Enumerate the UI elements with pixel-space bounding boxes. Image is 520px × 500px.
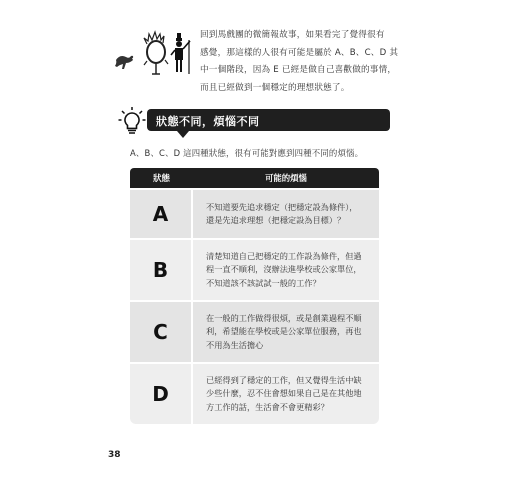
worry-line: 在一般的工作做得很煩，或是創業過程不順 [206, 312, 362, 323]
table-row [130, 364, 379, 424]
worries-table [130, 168, 379, 424]
intro-line: 感覺，那這樣的人很有可能是屬於 A、B、C、D 其 [200, 47, 399, 58]
table-row [130, 302, 379, 362]
intro-line: 中一個階段，因為 E 已經是做自己喜歡做的事情， [200, 65, 397, 75]
intro-paragraph [200, 27, 400, 97]
state-letter: C [130, 302, 191, 362]
section-header [147, 109, 390, 131]
worry-cell [193, 364, 379, 424]
worry-cell [193, 240, 379, 300]
worry-line: 不知道要先追求穩定（把穩定設為條件）， [206, 201, 358, 212]
worry-line: 不用為生活擔心 [206, 339, 264, 350]
worry-line: 方工作的話，生活會不會更精彩？ [206, 401, 329, 412]
worry-line: 清楚知道自己把穩定的工作設為條件，但過 [206, 250, 362, 261]
worry-line: 還是先追求理想（把穩定設為目標）？ [206, 215, 346, 225]
intro-line: 而且已經做到一個穩定的理想狀態了。 [200, 82, 350, 93]
table-row [130, 240, 379, 300]
worry-line: 不知道該不該試試一般的工作？ [206, 277, 321, 288]
circus-illustration [112, 30, 194, 76]
section-title: 狀態不同，煩惱不同 [156, 115, 260, 128]
intro-line: 回到馬戲團的微簡報故事，如果看完了覺得很有 [200, 30, 385, 40]
state-letter: A [130, 190, 191, 238]
worry-line: 程一直不順利，沒辦法進學校或公家單位， [206, 264, 362, 275]
state-letter: B [130, 240, 191, 300]
lightbulb-icon [118, 106, 146, 136]
worry-line: 利，希望能在學校或是公家單位服務，再也 [206, 326, 362, 337]
table-row [130, 190, 379, 238]
page-number: 38 [108, 450, 121, 460]
lead-text: A、B、C、D 這四種狀態，很有可能對應到四種不同的煩惱。 [130, 148, 364, 158]
worry-line: 少些什麼，忍不住會想如果自己是在其他地 [206, 388, 362, 399]
speech-pointer [177, 131, 189, 138]
worry-line: 已經得到了穩定的工作，但又覺得生活中缺 [206, 374, 362, 385]
state-letter: D [130, 364, 191, 424]
table-header [130, 168, 379, 188]
worry-cell [193, 302, 379, 362]
worry-cell [193, 190, 379, 238]
header-worry: 可能的煩惱 [265, 173, 307, 183]
header-state: 狀態 [153, 173, 170, 183]
